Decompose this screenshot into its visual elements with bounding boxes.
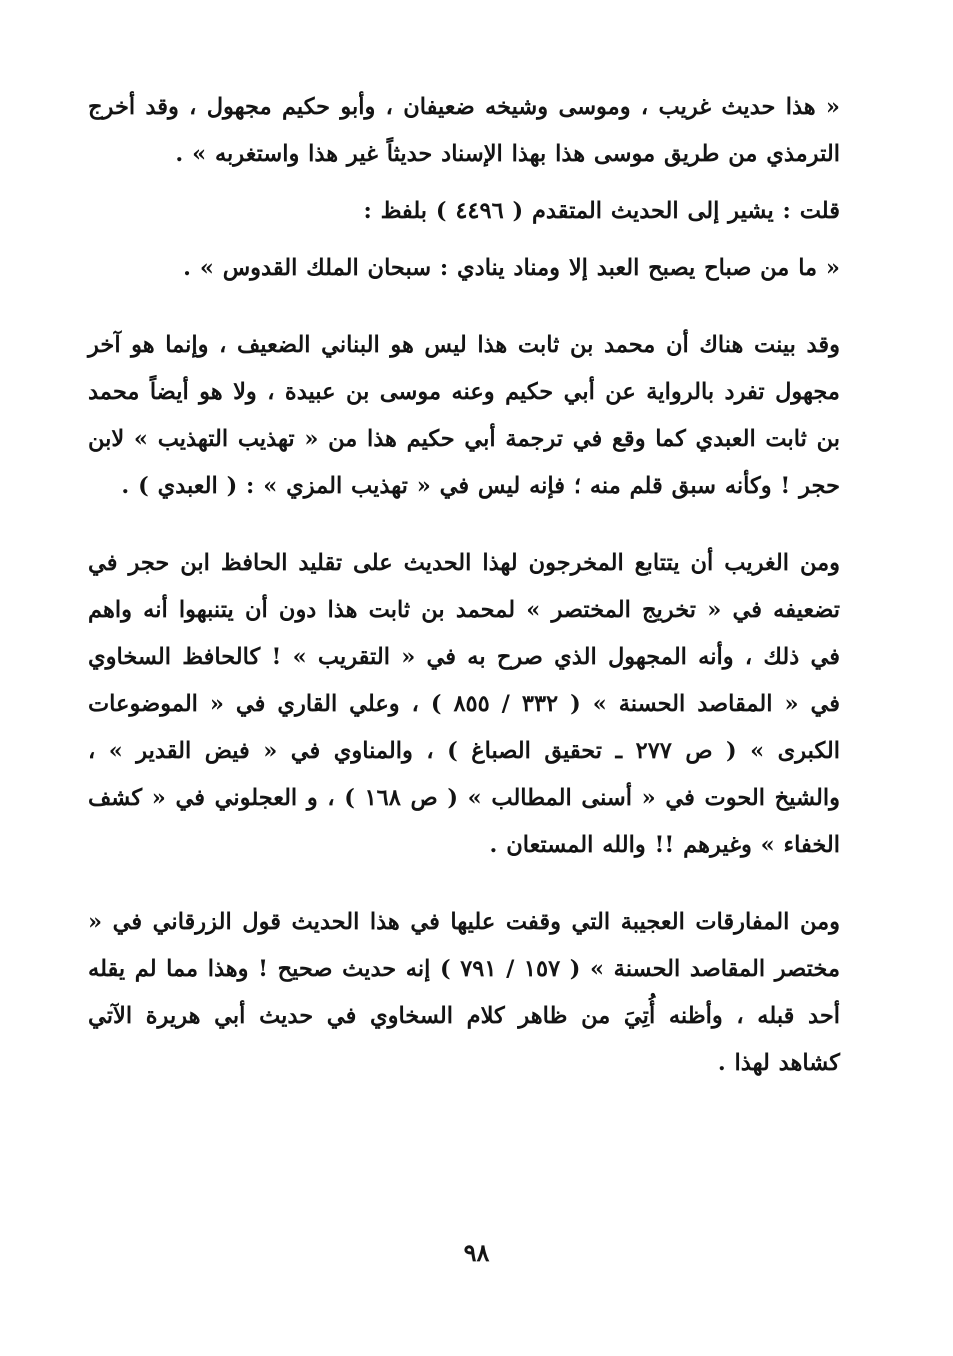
document-body <box>88 84 840 1087</box>
paragraph-zurqani: ومن المفارقات العجيبة التي وقفت عليها في هذا الحديث قول الزرقاني في « مختصر المقاصد الحسنة » ( ١٥٧ / ٧٩١ ) إنه حديث صحيح ! وهذا مما لم يقله أحد قبله ، وأظنه أُتِيَ من ظاهر كلام السخاوي في حديث أبي هريرة الآتي كشاهد لهذا . <box>88 909 840 1076</box>
paragraph-hadith-text: « ما من صباح يصبح العبد إلا ومناد ينادي : سبحان الملك القدوس » . <box>183 255 840 281</box>
page-number: ٩٨ <box>463 1238 490 1267</box>
paragraph-explanation: وقد بينت هناك أن محمد بن ثابت هذا ليس هو البناني الضعيف ، وإنما هو آخر مجهول تفرد بالرواية عن أبي حكيم وعنه موسى بن عبيدة ، ولا هو أيضاً محمد بن ثابت العبدي كما وقع في ترجمة أبي حكيم هذا من « تهذيب التهذيب » لابن حجر ! وكأنه سبق قلم منه ؛ فإنه ليس في « تهذيب المزي » : ( العبدي ) . <box>88 332 840 499</box>
paragraph-note: قلت : يشير إلى الحديث المتقدم ( ٤٤٩٦ ) بلفظ : <box>363 198 840 224</box>
paragraph-quote-tirmidhi: « هذا حديث غريب ، وموسى وشيخه ضعيفان ، وأبو حكيم مجهول ، وقد أخرج الترمذي من طريق موسى هذا بهذا الإسناد حديثاً غير هذا واستغربه » . <box>88 94 840 167</box>
paragraph-critics: ومن الغريب أن يتتابع المخرجون لهذا الحديث على تقليد الحافظ ابن حجر في تضعيفه في « تخريج المختصر » لمحمد بن ثابت هذا دون أن يتنبهوا أنه واهم في ذلك ، وأنه المجهول الذي صرح به في « التقريب » ! كالحافظ السخاوي في « المقاصد الحسنة » ( ٣٣٢ / ٨٥٥ ) ، وعلي القاري في « الموضوعات الكبرى » ( ص ٢٧٧ ـ تحقيق الصباغ ) ، والمناوي في « فيض القدير » ، والشيخ الحوت في « أسنى المطالب » ( ص ١٦٨ ) ، و العجلوني في « كشف الخفاء » وغيرهم !! والله المستعان . <box>88 550 841 858</box>
